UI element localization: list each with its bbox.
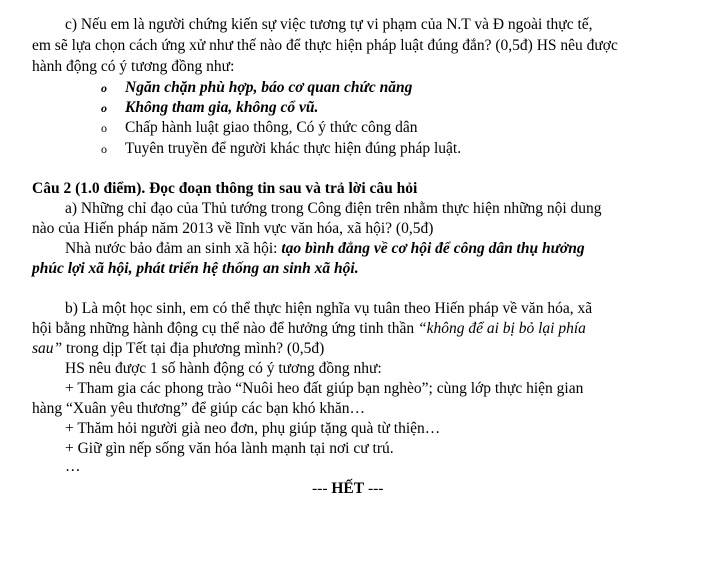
bullet-text: Không tham gia, không cổ vũ.	[125, 99, 319, 116]
cau2-b-item-2: + Thăm hỏi người già neo đơn, phụ giúp tặng quà từ thiện…	[65, 420, 441, 437]
bullet-marker: o	[101, 101, 107, 115]
part-c-bullet-4	[101, 139, 461, 159]
cau2-a-answer-line-2: phúc lợi xã hội, phát triển hệ thống an sinh xã hội.	[32, 260, 359, 277]
part-c-bullet-1	[101, 78, 412, 98]
cau2-b-quote: “không để ai bị bỏ lại phía	[417, 320, 586, 337]
cau2-b-item-3: + Giữ gìn nếp sống văn hóa lành mạnh tại nơi cư trú.	[65, 440, 394, 457]
cau2-a-answer-emphasis: tạo bình đẳng về cơ hội để công dân thụ hưởng	[281, 240, 585, 257]
end-dashes-left: ---	[312, 480, 332, 497]
cau2-b-question-line-1: b) Là một học sinh, em có thể thực hiện nghĩa vụ tuân theo Hiến pháp về văn hóa, xã	[65, 300, 593, 317]
bullet-marker: o	[101, 81, 107, 95]
cau2-b-question-text: hội bằng những hành động cụ thể nào để hưởng ứng tinh thần	[32, 320, 418, 337]
part-c-question-line-1: c) Nếu em là người chứng kiến sự việc tương tự vi phạm của N.T và Đ ngoài thực tế,	[65, 16, 593, 33]
cau2-b-question-line-2	[32, 319, 586, 339]
cau2-a-question-line-1: a) Những chỉ đạo của Thủ tướng trong Công điện trên nhằm thực hiện những nội dung	[65, 200, 602, 217]
end-dashes-right: ---	[364, 480, 384, 497]
part-c-bullet-2	[101, 98, 318, 118]
end-mark	[312, 479, 383, 499]
cau2-b-question-tail: trong dịp Tết tại địa phương mình? (0,5đ)	[62, 340, 325, 357]
cau2-b-quote-end: sau”	[32, 340, 63, 357]
bullet-text: Tuyên truyền để người khác thực hiện đúng pháp luật.	[125, 140, 462, 157]
part-c-bullet-3	[101, 118, 418, 138]
bullet-text: Chấp hành luật giao thông, Có ý thức công dân	[125, 119, 418, 136]
bullet-text: Ngăn chặn phù hợp, báo cơ quan chức năng	[125, 79, 413, 96]
cau2-heading: Câu 2 (1.0 điểm). Đọc đoạn thông tin sau và trả lời câu hỏi	[32, 180, 418, 197]
ellipsis: …	[65, 458, 81, 475]
cau2-b-item-1-line-2: hàng “Xuân yêu thương” để giúp các bạn khó khăn…	[32, 400, 365, 417]
part-c-question-line-3: hành động có ý tương đồng như:	[32, 58, 235, 75]
bullet-marker: o	[101, 142, 107, 156]
bullet-marker: o	[101, 121, 107, 135]
cau2-a-answer-prefix: Nhà nước bảo đảm an sinh xã hội:	[65, 240, 282, 257]
cau2-b-question-line-3	[32, 339, 324, 359]
cau2-a-question-line-2: nào của Hiến pháp năm 2013 về lĩnh vực văn hóa, xã hội? (0,5đ)	[32, 220, 434, 237]
end-text: HẾT	[331, 480, 365, 497]
cau2-b-item-1-line-1: + Tham gia các phong trào “Nuôi heo đất giúp bạn nghèo”; cùng lớp thực hiện gian	[65, 380, 584, 397]
cau2-a-answer-line-1	[65, 239, 585, 259]
cau2-b-answer-intro: HS nêu được 1 số hành động có ý tương đồng như:	[65, 360, 382, 377]
part-c-question-line-2: em sẽ lựa chọn cách ứng xử như thế nào để thực hiện pháp luật đúng đắn? (0,5đ) HS nêu được	[32, 37, 618, 54]
